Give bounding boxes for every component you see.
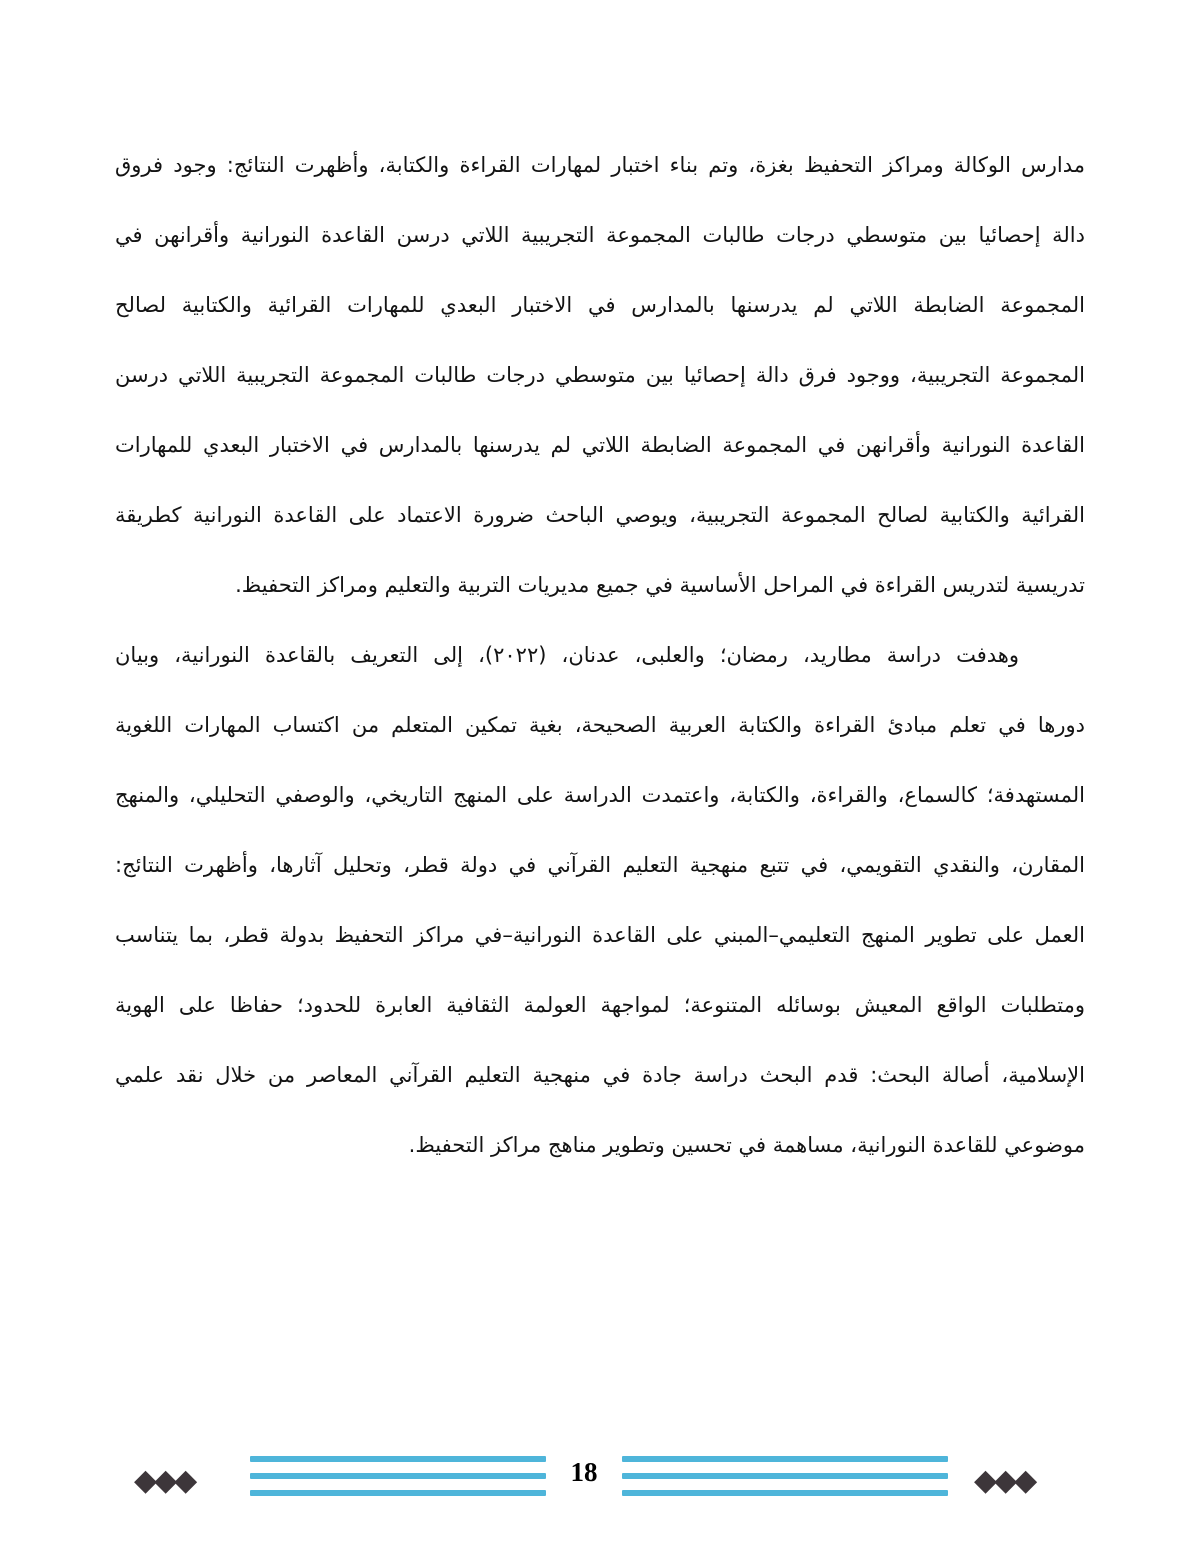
diamond-ornament-left: ◆◆◆ bbox=[134, 1463, 195, 1498]
text-line: المقارن، والنقدي التقويمي، في تتبع منهجية التعليم القرآني في دولة قطر، وتحليل آثارها، وأظهرت النتائج: bbox=[115, 853, 1085, 877]
divider-lines-left bbox=[250, 1456, 546, 1507]
divider-line bbox=[250, 1456, 546, 1462]
diamond-ornament-right: ◆◆◆ bbox=[974, 1463, 1035, 1498]
text-line: الإسلامية، أصالة البحث: قدم البحث دراسة جادة في منهجية التعليم القرآني المعاصر من خلال نقد علمي bbox=[115, 1063, 1085, 1087]
divider-line bbox=[250, 1490, 546, 1496]
page-body-text bbox=[115, 130, 1085, 1180]
text-line: المجموعة الضابطة اللاتي لم يدرسنها بالمدارس في الاختبار البعدي للمهارات القرائية والكتابية لصالح bbox=[115, 293, 1085, 317]
paragraph-1 bbox=[115, 130, 1085, 620]
text-line: دورها في تعلم مبادئ القراءة والكتابة العربية الصحيحة، بغية تمكين المتعلم من اكتساب المهارات اللغوية bbox=[115, 713, 1085, 737]
text-line: القاعدة النورانية وأقرانهن في المجموعة الضابطة اللاتي لم يدرسنها بالمدارس في الاختبار البعدي للمهارات bbox=[115, 433, 1085, 457]
text-line: المستهدفة؛ كالسماع، والقراءة، والكتابة، واعتمدت الدراسة على المنهج التاريخي، والوصفي التحليلي، والمنهج bbox=[115, 783, 1085, 807]
text-line: العمل على تطوير المنهج التعليمي–المبني على القاعدة النورانية–في مراكز التحفيظ بدولة قطر، بما يتناسب bbox=[115, 923, 1085, 947]
divider-line bbox=[622, 1490, 948, 1496]
text-line: المجموعة التجريبية، ووجود فرق دالة إحصائيا بين متوسطي درجات طالبات المجموعة التجريبية اللاتي درسن bbox=[115, 363, 1085, 387]
text-line: تدريسية لتدريس القراءة في المراحل الأساسية في جميع مديريات التربية والتعليم ومراكز التحفيظ. bbox=[235, 573, 1085, 597]
text-line: موضوعي للقاعدة النورانية، مساهمة في تحسين وتطوير مناهج مراكز التحفيظ. bbox=[408, 1133, 1085, 1157]
divider-line bbox=[250, 1473, 546, 1479]
page-number: 18 bbox=[570, 1457, 598, 1487]
text-line: دالة إحصائيا بين متوسطي درجات طالبات المجموعة التجريبية اللاتي درسن القاعدة النورانية وأقرانهن في bbox=[115, 223, 1085, 247]
divider-line bbox=[622, 1473, 948, 1479]
text-line: مدارس الوكالة ومراكز التحفيظ بغزة، وتم بناء اختبار لمهارات القراءة والكتابة، وأظهرت النتائج: وجود فروق bbox=[115, 153, 1085, 177]
text-line: القرائية والكتابية لصالح المجموعة التجريبية، ويوصي الباحث ضرورة الاعتماد على القاعدة النورانية كطريقة bbox=[115, 503, 1085, 527]
text-line: ومتطلبات الواقع المعيش بوسائله المتنوعة؛ لمواجهة العولمة الثقافية العابرة للحدود؛ حفاظا على الهوية bbox=[115, 993, 1085, 1017]
paragraph-2 bbox=[115, 620, 1085, 1180]
divider-lines-right bbox=[622, 1456, 948, 1507]
text-line: وهدفت دراسة مطاريد، رمضان؛ والعلبى، عدنان، (٢٠٢٢)، إلى التعريف بالقاعدة النورانية، وبيان bbox=[115, 643, 1019, 667]
divider-line bbox=[622, 1456, 948, 1462]
